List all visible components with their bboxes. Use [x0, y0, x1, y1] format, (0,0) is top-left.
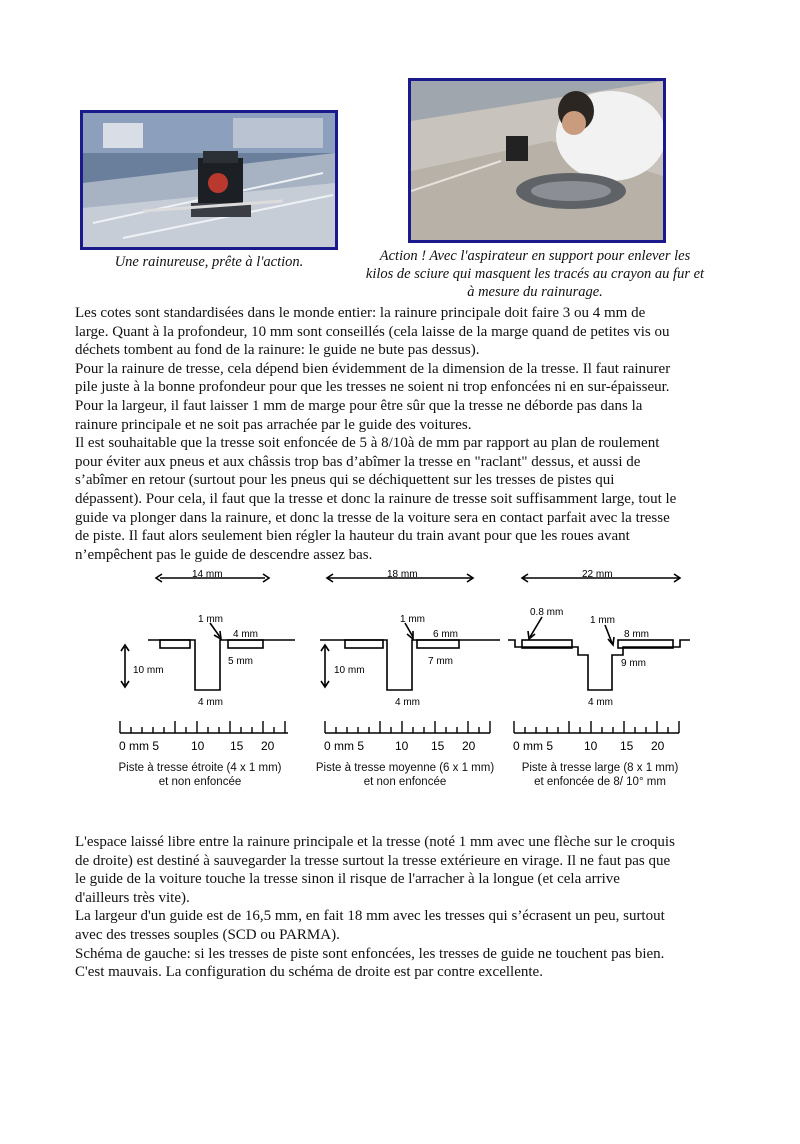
braid-label: 4 mm: [233, 629, 258, 640]
depth-label: 10 mm: [133, 665, 164, 676]
gap-label: 1 mm: [400, 614, 425, 625]
text-line: pour éviter aux pneus et aux châssis trop bas d’abîmer la tresse en "raclant" dessus, et aussi de: [75, 453, 641, 470]
bottom-label: 4 mm: [198, 697, 223, 708]
caption-line: et non enfoncée: [158, 776, 242, 788]
text-line: Il est souhaitable que la tresse soit enfoncée de 5 à 8/10à de mm par rapport au plan de roulement: [75, 435, 660, 452]
text-line: Pour la largeur, il faut laisser 1 mm de marge pour être sûr que la tresse ne déborde pas dans la: [75, 397, 643, 414]
scale-label: 0 mm 5: [324, 739, 365, 750]
braid-label: 6 mm: [433, 629, 458, 640]
text-line: avec des tresses souples (SCD ou PARMA).: [75, 926, 340, 943]
width-label: 18 mm: [387, 569, 418, 580]
wide-braid-drawing: [500, 565, 700, 750]
caption-line: Action ! Avec l'aspirateur en support pour enlever les: [379, 248, 691, 264]
caption-line: Piste à tresse étroite (4 x 1 mm): [118, 762, 282, 774]
text-line: d'ailleurs très vite).: [75, 889, 190, 906]
scale-label: 0 mm 5: [513, 739, 554, 750]
caption-line: et enfoncée de 8/ 10° mm: [534, 776, 666, 788]
bottom-label: 4 mm: [588, 697, 613, 708]
caption-line: Piste à tresse moyenne (6 x 1 mm): [315, 762, 495, 774]
text-line: Pour la rainure de tresse, cela dépend bien évidemment de la dimension de la tresse. Il faut rainurer: [75, 360, 671, 377]
ruler: [120, 721, 288, 733]
diagram-wide-braid: [500, 565, 700, 795]
medium-braid-drawing: [305, 565, 505, 750]
text-line: large. Quant à la profondeur, 10 mm sont conseillés (cela laisse de la marge quand de petites vis ou: [75, 323, 670, 340]
text-line: La largeur d'un guide est de 16,5 mm, en fait 18 mm avec les tresses qui s’écrasent un peu, surtout: [75, 908, 665, 925]
diagram-caption: [100, 761, 300, 789]
scale-label: 15: [620, 739, 634, 750]
body-text-1: [75, 304, 735, 564]
sink-label: 0.8 mm: [530, 607, 564, 618]
ruler: [325, 721, 490, 733]
width-label: 14 mm: [192, 569, 223, 580]
text-line: guide va plonger dans la rainure, et donc la tresse de la voiture sera en contact parfait avec la tresse: [75, 509, 670, 526]
diagram-narrow-braid: [100, 565, 300, 795]
caption-line: kilos de sciure qui masquent les tracés au crayon au fur et: [365, 266, 705, 282]
scale-label: 10: [191, 739, 205, 750]
gap-label: 1 mm: [590, 615, 615, 626]
bottom-label: 4 mm: [395, 697, 420, 708]
text-line: de droite) est destiné à sauvegarder la tresse surtout la tresse extérieure en virage. Il ne faut pas que: [75, 852, 671, 869]
scale-label: 20: [462, 739, 476, 750]
ruler: [514, 721, 679, 733]
scale-label: 15: [431, 739, 445, 750]
diagram-caption: [305, 761, 505, 789]
text-line: Les cotes sont standardisées dans le monde entier: la rainure principale doit faire 3 ou 4 mm de: [75, 305, 646, 321]
text-line: le guide de la voiture touche la tresse sinon il risque de l'arracher à la longue (et cela arrive: [75, 871, 620, 888]
text-line: de piste. Il faut alors seulement bien régler la hauteur du train avant pour que les roues avant: [75, 528, 630, 545]
text-line: n’empêchent pas le guide de descendre assez bas.: [75, 546, 373, 563]
scale-label: 10: [395, 739, 409, 750]
step-label: 5 mm: [228, 656, 253, 667]
narrow-braid-drawing: [100, 565, 300, 750]
caption-line: et non enfoncée: [363, 776, 447, 788]
routing-action-photo-image: [411, 81, 663, 240]
text-line: Schéma de gauche: si les tresses de piste sont enfoncées, les tresses de guide ne touchent pas bien.: [75, 945, 665, 962]
scale-label: 15: [230, 739, 244, 750]
depth-label: 10 mm: [334, 665, 365, 676]
step-label: 7 mm: [428, 656, 453, 667]
step-label: 9 mm: [621, 658, 646, 669]
scale-label: 10: [584, 739, 598, 750]
text-line: L'espace laissé libre entre la rainure principale et la tresse (noté 1 mm avec une flèche sur le croquis: [75, 834, 675, 850]
text-line: pile juste à la bonne profondeur pour que les tresses ne soient ni trop enfoncées ni en sur-épaisseur.: [75, 379, 670, 396]
body-text-2: [75, 833, 735, 982]
scale-label: 0 mm 5: [119, 739, 160, 750]
gap-label: 1 mm: [198, 614, 223, 625]
routing-action-photo: [408, 78, 666, 243]
diagram-medium-braid: [305, 565, 505, 795]
text-line: C'est mauvais. La configuration du schéma de droite est par contre excellente.: [75, 964, 543, 981]
router-photo: [80, 110, 338, 250]
text-line: dépassent). Pour cela, il faut que la tresse et donc la rainure de tresse soit suffisamment large, tout le: [75, 490, 677, 507]
scale-label: 20: [651, 739, 665, 750]
text-line: s’abîmer en retour (surtout pour les pneus qui se déchiquettent sur les tresses de pistes qui: [75, 472, 615, 489]
diagram-caption: [500, 761, 700, 789]
router-photo-caption: Une rainureuse, prête à l'action.: [114, 254, 304, 270]
text-line: rainure principale et ne soit pas arrachée par le guide des voitures.: [75, 416, 472, 433]
braid-label: 8 mm: [624, 629, 649, 640]
scale-label: 20: [261, 739, 275, 750]
caption-line: Piste à tresse large (8 x 1 mm): [521, 762, 679, 774]
router-photo-image: [83, 113, 335, 247]
width-label: 22 mm: [582, 569, 613, 580]
caption-line: à mesure du rainurage.: [467, 284, 603, 300]
text-line: déchets tombent au fond de la rainure: le guide ne bute pas dessus).: [75, 342, 480, 359]
routing-action-caption: [340, 247, 730, 301]
